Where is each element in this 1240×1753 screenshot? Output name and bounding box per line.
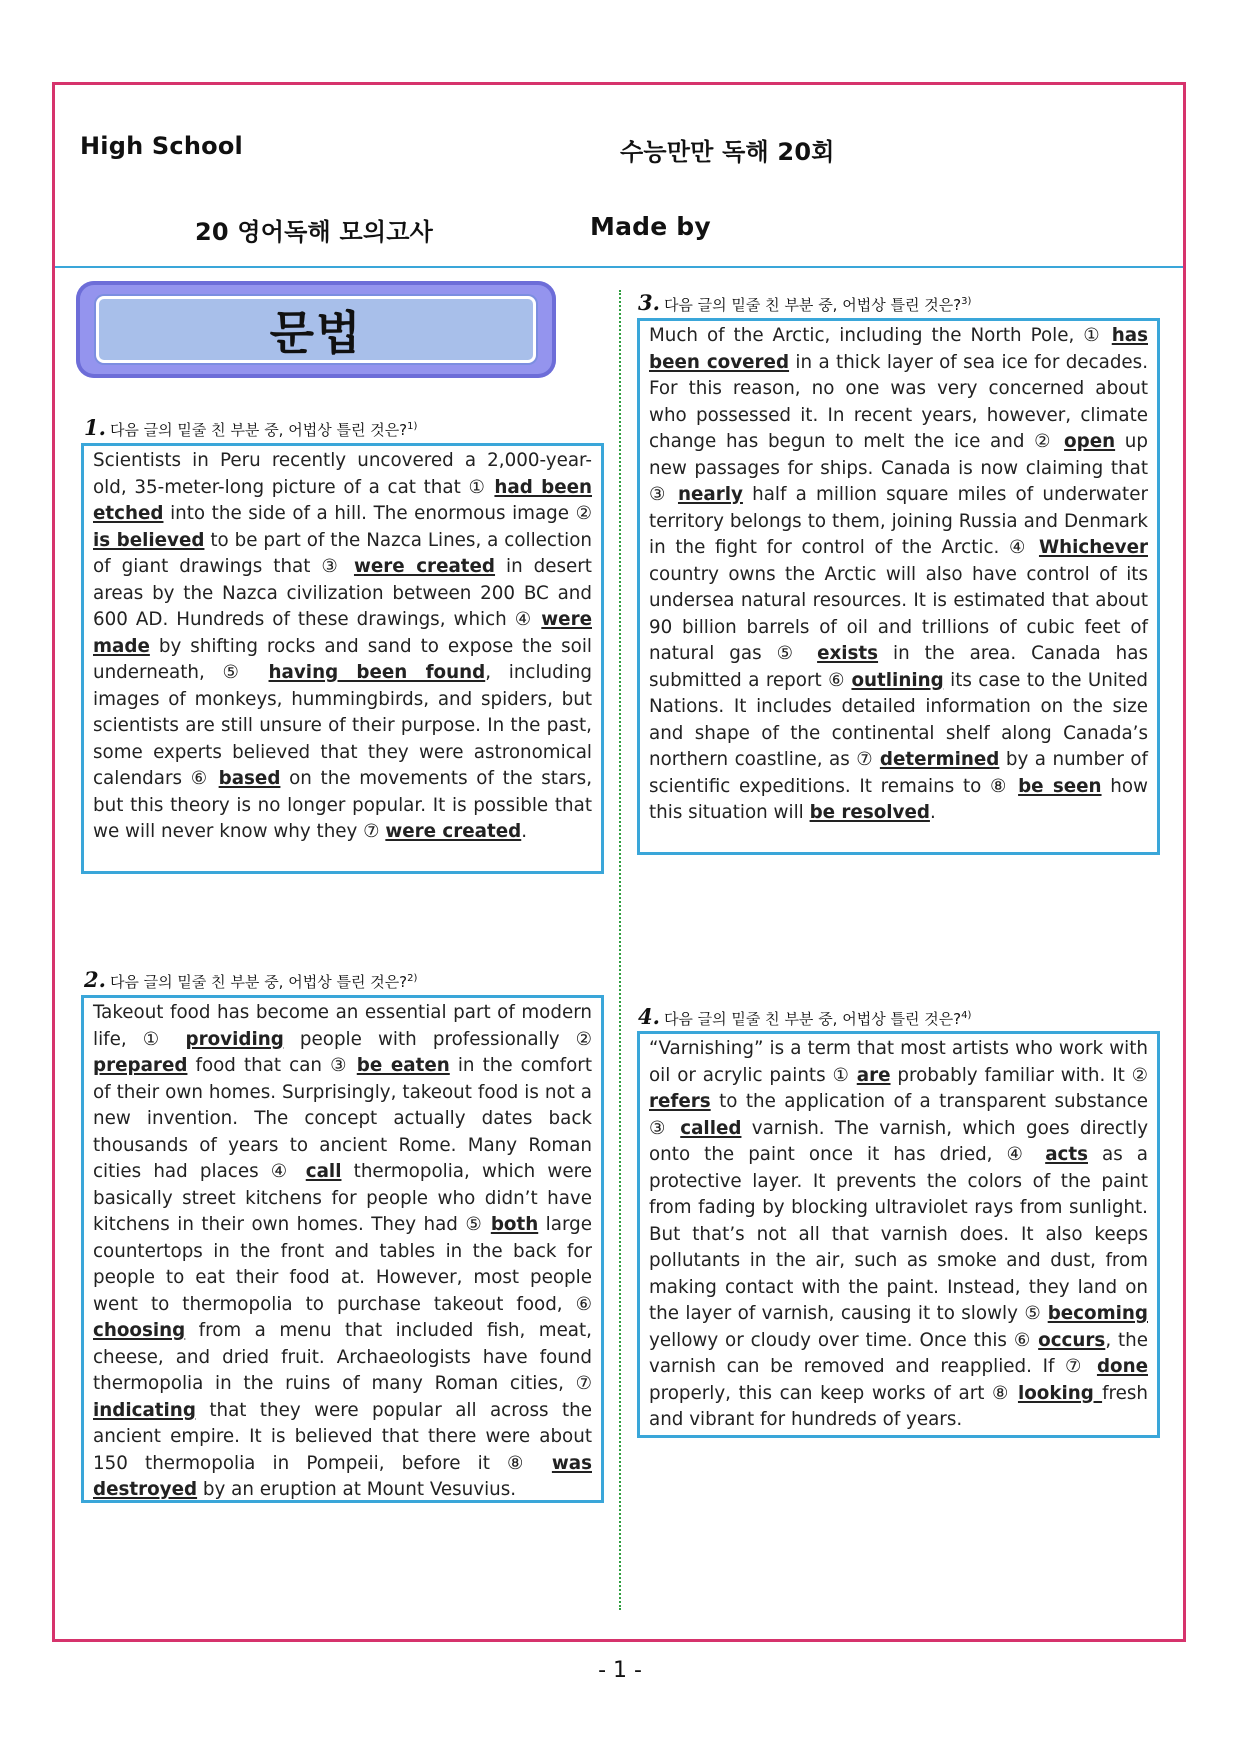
underlined-choice: has been covered — [649, 325, 1148, 373]
school-label: High School — [80, 132, 243, 160]
passage-text: large countertops in the front and tables in the back for people to eat their food at. However, most people went to thermopolia to purchase takeout food, ⑥ — [93, 1214, 592, 1315]
underlined-choice: having been found — [268, 662, 486, 683]
passage-text: up new passages for ships. Canada is now claiming that ③ — [649, 431, 1148, 505]
passage-text: by shifting rocks and sand to expose the soil underneath, ⑤ — [93, 635, 592, 683]
made-by-label: Made by — [590, 212, 711, 241]
passage-text: by an eruption at Mount Vesuvius. — [197, 1479, 517, 1500]
underlined-choice: refers — [649, 1091, 711, 1112]
exam-subtitle: 20 영어독해 모의고사 — [195, 218, 433, 246]
passage-text: food that can ③ — [187, 1055, 357, 1076]
underlined-choice: prepared — [93, 1055, 188, 1076]
underlined-choice: had been etched — [93, 476, 592, 524]
underlined-choice: called — [680, 1117, 742, 1139]
underlined-choice: looking — [1017, 1382, 1103, 1404]
underlined-choice: is believed — [93, 529, 205, 551]
question-3-passage — [637, 318, 1160, 855]
question-3-heading — [638, 290, 971, 315]
question-prompt: 다음 글의 밑줄 친 부분 중, 어법상 틀린 것은? — [109, 421, 408, 439]
section-banner — [76, 281, 556, 378]
question-number: 2. — [84, 967, 106, 992]
underlined-choice: be seen — [1018, 775, 1102, 797]
underlined-choice: done — [1096, 1356, 1148, 1377]
column-divider — [619, 290, 621, 1610]
underlined-choice: choosing — [93, 1320, 186, 1341]
underlined-choice: providing — [185, 1028, 284, 1050]
question-2-heading — [84, 967, 417, 992]
passage-text: its case to the United Nations. It includes detailed information on the size and shape of the continental shelf along Canada’s northern coastline, as ⑦ — [649, 669, 1148, 770]
question-1-heading — [84, 415, 417, 440]
passage-text: probably familiar with. It ② — [890, 1064, 1149, 1086]
passage-text: Scientists in Peru recently uncovered a 2,000-year-old, 35-meter-long picture of a cat that ① — [93, 450, 592, 498]
passage-text: , including images of monkeys, hummingbirds, and spiders, but scientists are still unsure of their purpose. In the past, some experts believed that they were astronomical calendars ⑥ — [93, 662, 592, 789]
passage-text: “Varnishing” is a term that most artists who work with oil or acrylic paints ① — [649, 1038, 1148, 1086]
passage-text: . — [929, 802, 936, 823]
passage-text: properly, this can keep works of art ⑧ — [649, 1382, 1018, 1404]
section-title: 문법 — [269, 305, 363, 360]
passage-text: people with professionally ② — [283, 1028, 592, 1050]
passage-text: in desert areas by the Nazca civilization between 200 BC and 600 AD. Hundreds of these drawings, which ④ — [93, 556, 592, 630]
passage-text: by a number of scientific expeditions. It remains to ⑧ — [649, 749, 1148, 797]
underlined-choice: are — [856, 1064, 891, 1086]
question-4-passage — [637, 1031, 1160, 1438]
passage-text: that they were popular all across the ancient empire. It is believed that there were about 150 thermopolia in Pompeii, before it ⑧ — [93, 1399, 592, 1474]
question-prompt: 다음 글의 밑줄 친 부분 중, 어법상 틀린 것은? — [109, 973, 408, 991]
header-divider — [55, 266, 1183, 268]
question-prompt: 다음 글의 밑줄 친 부분 중, 어법상 틀린 것은? — [663, 296, 962, 314]
underlined-choice: exists — [817, 643, 879, 664]
question-number: 1. — [84, 415, 106, 440]
passage-text: half a million square miles of underwater territory belongs to them, joining Russia and Denmark in the fight for control of the Arctic. ④ — [649, 484, 1148, 558]
footnote-marker: 3) — [961, 296, 972, 307]
passage-text: Much of the Arctic, including the North Pole, ① — [649, 325, 1112, 346]
passage-text: in the comfort of their own homes. Surprisingly, takeout food is not a new invention. The concept actually dates back thousands of years to ancient Rome. Many Roman cities had places ④ — [93, 1055, 592, 1182]
passage-text: thermopolia, which were basically street kitchens for people who didn’t have kitchens in their own homes. They had ⑤ — [93, 1161, 592, 1235]
footnote-marker: 1) — [407, 421, 418, 432]
passage-text: yellowy or cloudy over time. Once this ⑥ — [649, 1329, 1039, 1351]
question-2-passage — [81, 995, 604, 1503]
footnote-marker: 2) — [407, 973, 418, 984]
footnote-marker: 4) — [961, 1010, 972, 1021]
underlined-choice: be eaten — [356, 1055, 450, 1076]
question-number: 3. — [638, 290, 660, 315]
underlined-choice: be resolved — [809, 802, 930, 823]
underlined-choice: call — [305, 1161, 342, 1182]
underlined-choice: acts — [1045, 1144, 1088, 1165]
underlined-choice: was destroyed — [93, 1452, 592, 1500]
underlined-choice: were created — [353, 556, 496, 577]
passage-text: how this situation will — [649, 775, 1148, 823]
passage-text: in a thick layer of sea ice for decades. For this reason, no one was very concerned about who possessed it. In recent years, however, climate change has begun to melt the ice and ② — [649, 351, 1148, 452]
passage-text: , the varnish can be removed and reapplied. If ⑦ — [649, 1329, 1148, 1377]
page-number: - 1 - — [598, 1658, 642, 1683]
question-4-heading — [638, 1004, 971, 1029]
exam-title: 수능만만 독해 20회 — [620, 138, 835, 166]
underlined-choice: becoming — [1047, 1303, 1148, 1324]
underlined-choice: outlining — [851, 669, 944, 691]
underlined-choice: nearly — [677, 484, 743, 505]
passage-text: Takeout food has become an essential part of modern life, ① — [93, 1002, 592, 1050]
underlined-choice: determined — [879, 749, 1000, 770]
question-1-passage — [81, 443, 604, 874]
passage-text: in the area. Canada has submitted a report ⑥ — [649, 643, 1148, 691]
underlined-choice: Whichever — [1038, 537, 1148, 558]
passage-text: fresh and vibrant for hundreds of years. — [649, 1382, 1148, 1430]
underlined-choice: open — [1064, 431, 1116, 452]
passage-text: varnish. The varnish, which goes directly onto the paint once it has dried, ④ — [649, 1117, 1149, 1165]
passage-text: country owns the Arctic will also have control of its undersea natural resources. It is estimated that about 90 billion barrels of oil and trillions of cubic feet of natural gas ⑤ — [649, 563, 1148, 664]
underlined-choice: based — [218, 768, 281, 789]
passage-text: as a protective layer. It prevents the colors of the paint from fading by blocking ultraviolet rays from sunlight. But that’s not all that varnish does. It also keeps pollutants in the air, such as smoke and dust, from making contact with the paint. Instead, they land on the layer of varnish, causing it to slowly ⑤ — [649, 1144, 1148, 1324]
passage-text: from a menu that included fish, meat, cheese, and dried fruit. Archaeologists have found thermopolia in the ruins of many Roman cities, ⑦ — [93, 1320, 592, 1394]
underlined-choice: were created — [385, 821, 522, 842]
underlined-choice: indicating — [93, 1399, 196, 1421]
passage-text: into the side of a hill. The enormous image ② — [163, 503, 592, 524]
passage-text: to the application of a transparent substance ③ — [649, 1091, 1148, 1139]
underlined-choice: were made — [93, 609, 592, 657]
passage-text: on the movements of the stars, but this theory is no longer popular. It is possible that we will never know why they ⑦ — [93, 768, 593, 842]
underlined-choice: both — [490, 1214, 539, 1235]
question-prompt: 다음 글의 밑줄 친 부분 중, 어법상 틀린 것은? — [663, 1010, 962, 1028]
underlined-choice: occurs — [1038, 1329, 1106, 1351]
passage-text: to be part of the Nazca Lines, a collection of giant drawings that ③ — [93, 529, 592, 577]
question-number: 4. — [638, 1004, 660, 1029]
passage-text: . — [521, 821, 528, 842]
